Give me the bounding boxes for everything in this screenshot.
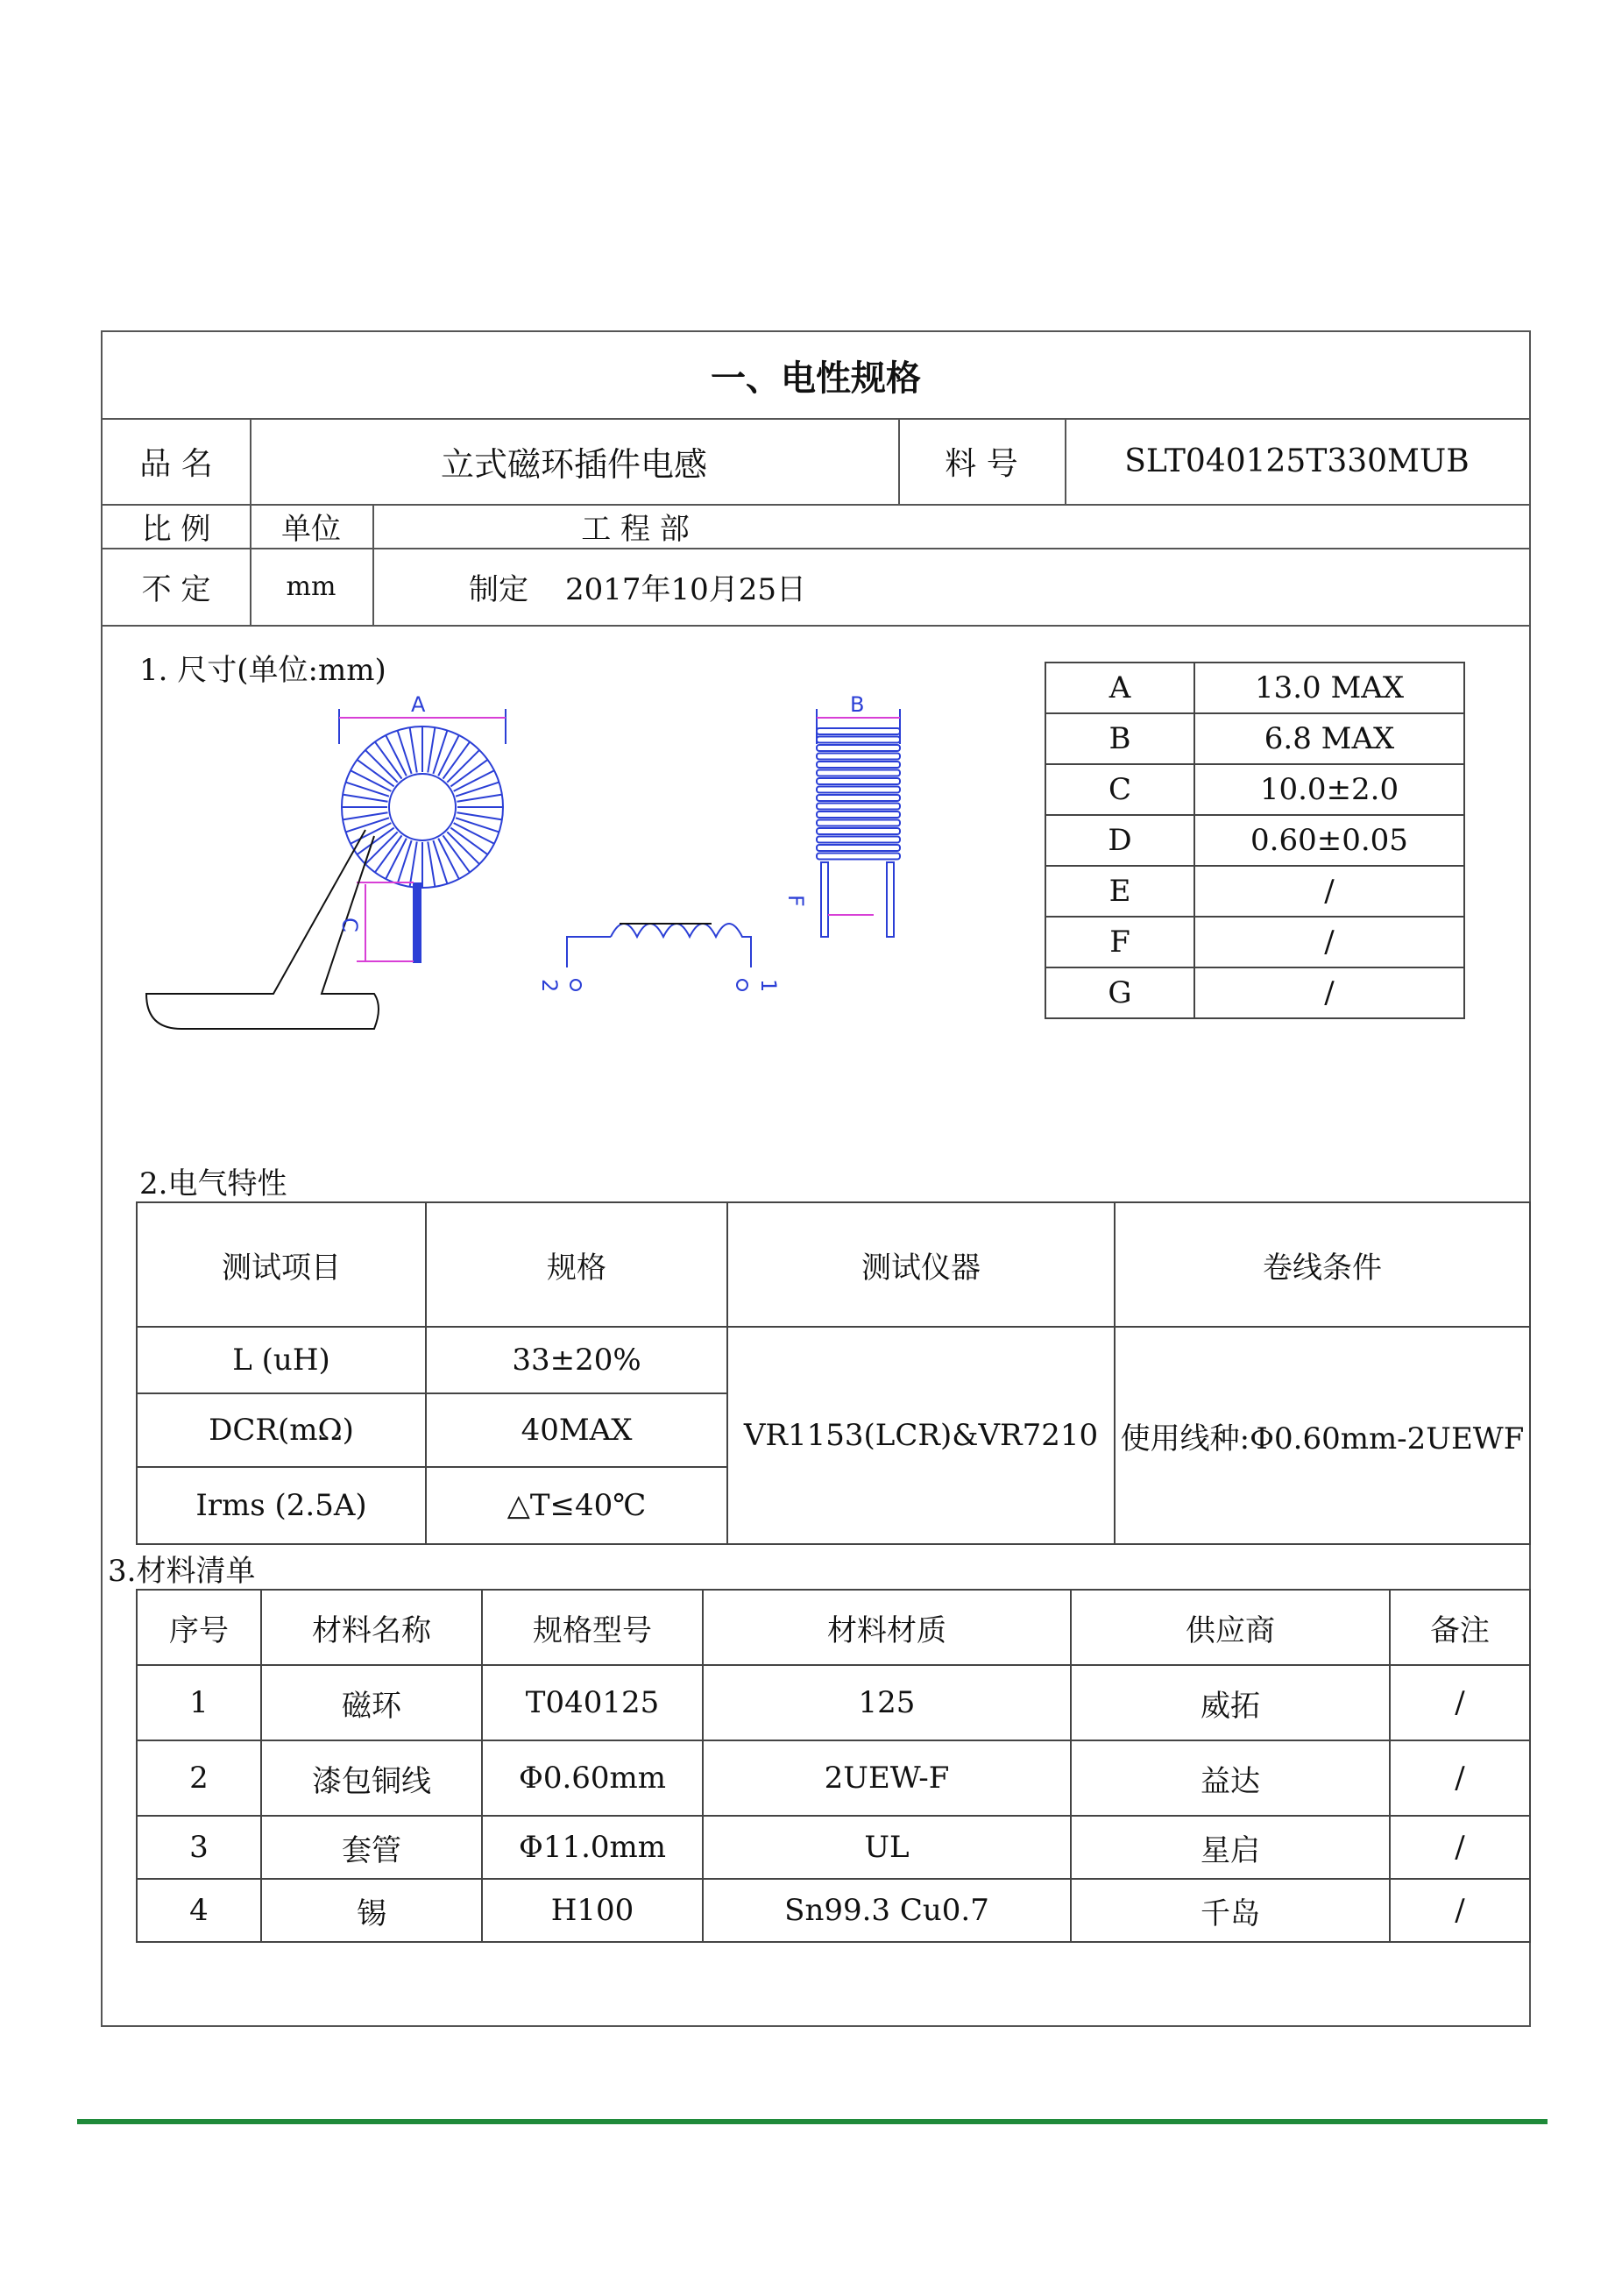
winding-spoke xyxy=(433,731,447,774)
winding-spoke xyxy=(398,840,412,883)
electrical-instrument: VR1153(LCR)&VR7210 xyxy=(727,1327,1115,1544)
electrical-spec: △T≤40℃ xyxy=(426,1467,727,1544)
part-no: SLT040125T330MUB xyxy=(1124,443,1470,479)
dimension-row xyxy=(1045,967,1464,1018)
electrical-spec: 33±20% xyxy=(426,1327,727,1393)
dimension-table xyxy=(1045,662,1465,1019)
winding-spoke xyxy=(457,812,502,819)
winding-spoke xyxy=(428,727,435,772)
electrical-table xyxy=(136,1201,1531,1545)
materials-cell: 1 xyxy=(137,1665,261,1740)
materials-cell: T040125 xyxy=(482,1665,703,1740)
winding-spoke xyxy=(398,731,412,774)
winding-spoke xyxy=(433,840,447,883)
scale-label: 比 例 xyxy=(141,511,211,547)
divider xyxy=(103,625,1529,627)
materials-cell: / xyxy=(1390,1879,1530,1942)
coil-turn xyxy=(817,762,900,768)
dimension-row xyxy=(1045,815,1464,866)
dimension-row xyxy=(1045,866,1464,917)
dimension-value: 6.8 MAX xyxy=(1194,713,1464,764)
table-row xyxy=(137,1665,1530,1740)
winding-spoke xyxy=(410,727,417,772)
dimension-value: / xyxy=(1194,866,1464,917)
coil-turn xyxy=(817,770,900,776)
materials-cell: 2 xyxy=(137,1740,261,1816)
materials-cell: 4 xyxy=(137,1879,261,1942)
pin-label-2: 2 xyxy=(537,979,562,993)
dim-label-f: F xyxy=(783,895,808,907)
electrical-header-item: 测试项目 xyxy=(137,1202,426,1327)
unit-label: 单位 xyxy=(281,511,341,547)
electrical-spec: 40MAX xyxy=(426,1393,727,1467)
coil-turn xyxy=(817,820,900,826)
made-date: 2017年10月25日 xyxy=(565,571,807,607)
materials-header-cell: 备注 xyxy=(1390,1590,1530,1665)
materials-cell: 锡 xyxy=(261,1879,482,1942)
dim-label-c: C xyxy=(337,918,362,932)
materials-cell: 2UEW-F xyxy=(703,1740,1071,1816)
dimension-row xyxy=(1045,764,1464,815)
dimension-value: 10.0±2.0 xyxy=(1194,764,1464,815)
page-title: 一、电性规格 xyxy=(711,358,921,399)
materials-cell: Φ0.60mm xyxy=(482,1740,703,1816)
coil-turn xyxy=(817,845,900,851)
dim-label-a: A xyxy=(411,692,426,717)
winding-spoke xyxy=(346,818,389,832)
materials-cell: 磁环 xyxy=(261,1665,482,1740)
materials-cell: 125 xyxy=(703,1665,1071,1740)
dimension-row xyxy=(1045,663,1464,713)
dimension-row xyxy=(1045,917,1464,967)
electrical-header-spec: 规格 xyxy=(426,1202,727,1327)
footer-line xyxy=(77,2119,1548,2124)
part-no-label: 料 号 xyxy=(945,445,1018,482)
coil-turn xyxy=(817,787,900,793)
materials-cell: Φ11.0mm xyxy=(482,1816,703,1879)
table-row xyxy=(137,1879,1530,1942)
dimension-value: 0.60±0.05 xyxy=(1194,815,1464,866)
coil-turn xyxy=(817,778,900,784)
dimension-key: D xyxy=(1045,815,1194,866)
dimension-value: / xyxy=(1194,917,1464,967)
dimension-key: G xyxy=(1045,967,1194,1018)
materials-cell: 星启 xyxy=(1071,1816,1390,1879)
coil-turn xyxy=(817,728,900,734)
materials-cell: H100 xyxy=(482,1879,703,1942)
dimension-key: E xyxy=(1045,866,1194,917)
winding-spoke xyxy=(343,812,387,819)
materials-table xyxy=(136,1589,1531,1943)
coil-turn xyxy=(817,745,900,751)
unit-value: mm xyxy=(286,570,336,602)
electrical-item: DCR(mΩ) xyxy=(137,1393,426,1467)
dimension-key: A xyxy=(1045,663,1194,713)
winding-spoke xyxy=(410,842,417,887)
materials-header-cell: 供应商 xyxy=(1071,1590,1390,1665)
materials-cell: UL xyxy=(703,1816,1071,1879)
spec-sheet-frame xyxy=(101,330,1531,2027)
materials-cell: 威拓 xyxy=(1071,1665,1390,1740)
dim-label-b: B xyxy=(850,692,865,717)
department: 工 程 部 xyxy=(581,511,690,547)
electrical-item: Irms (2.5A) xyxy=(137,1467,426,1544)
materials-cell: 3 xyxy=(137,1816,261,1879)
table-row xyxy=(137,1816,1530,1879)
dimension-value: / xyxy=(1194,967,1464,1018)
coil-turn xyxy=(817,737,900,743)
winding-spoke xyxy=(343,795,387,802)
dimension-key: B xyxy=(1045,713,1194,764)
materials-cell: Sn99.3 Cu0.7 xyxy=(703,1879,1071,1942)
dimension-key: F xyxy=(1045,917,1194,967)
scale-value: 不 定 xyxy=(141,571,211,607)
materials-header-cell: 材料名称 xyxy=(261,1590,482,1665)
materials-cell: 套管 xyxy=(261,1816,482,1879)
electrical-item: L (uH) xyxy=(137,1327,426,1393)
inductor-drawing xyxy=(120,683,891,1086)
coil-turn xyxy=(817,804,900,810)
product-name: 立式磁环插件电感 xyxy=(440,444,707,484)
materials-header-cell: 序号 xyxy=(137,1590,261,1665)
electrical-header-winding: 卷线条件 xyxy=(1115,1202,1530,1327)
materials-header-cell: 材料材质 xyxy=(703,1590,1071,1665)
materials-cell: 千岛 xyxy=(1071,1879,1390,1942)
winding-spoke xyxy=(428,842,435,887)
dimension-value: 13.0 MAX xyxy=(1194,663,1464,713)
winding-spoke xyxy=(346,783,389,797)
materials-section-title: 3.材料清单 xyxy=(108,1554,256,1589)
pin-label-1: 1 xyxy=(756,979,781,993)
materials-cell: 漆包铜线 xyxy=(261,1740,482,1816)
materials-cell: / xyxy=(1390,1816,1530,1879)
coil-turn xyxy=(817,795,900,801)
side-view-drawing xyxy=(777,683,1005,972)
winding-spoke xyxy=(456,818,499,832)
materials-header-cell: 规格型号 xyxy=(482,1590,703,1665)
electrical-header-instrument: 测试仪器 xyxy=(727,1202,1115,1327)
coil-turn xyxy=(817,854,900,860)
materials-cell: / xyxy=(1390,1740,1530,1816)
materials-cell: / xyxy=(1390,1665,1530,1740)
winding-spoke xyxy=(457,795,502,802)
electrical-section-title: 2.电气特性 xyxy=(139,1166,287,1201)
dimension-key: C xyxy=(1045,764,1194,815)
made-label: 制定 xyxy=(469,571,528,607)
materials-cell: 益达 xyxy=(1071,1740,1390,1816)
coil-turn xyxy=(817,828,900,834)
dimension-row xyxy=(1045,713,1464,764)
dimensions-section-title: 1. 尺寸(单位:mm) xyxy=(139,653,386,688)
coil-turn xyxy=(817,837,900,843)
winding-spoke xyxy=(456,783,499,797)
electrical-winding: 使用线种:Φ0.60mm-2UEWF xyxy=(1115,1327,1530,1544)
coil-turn xyxy=(817,811,900,818)
table-row xyxy=(137,1740,1530,1816)
product-name-label: 品 名 xyxy=(139,445,213,482)
coil-turn xyxy=(817,754,900,760)
